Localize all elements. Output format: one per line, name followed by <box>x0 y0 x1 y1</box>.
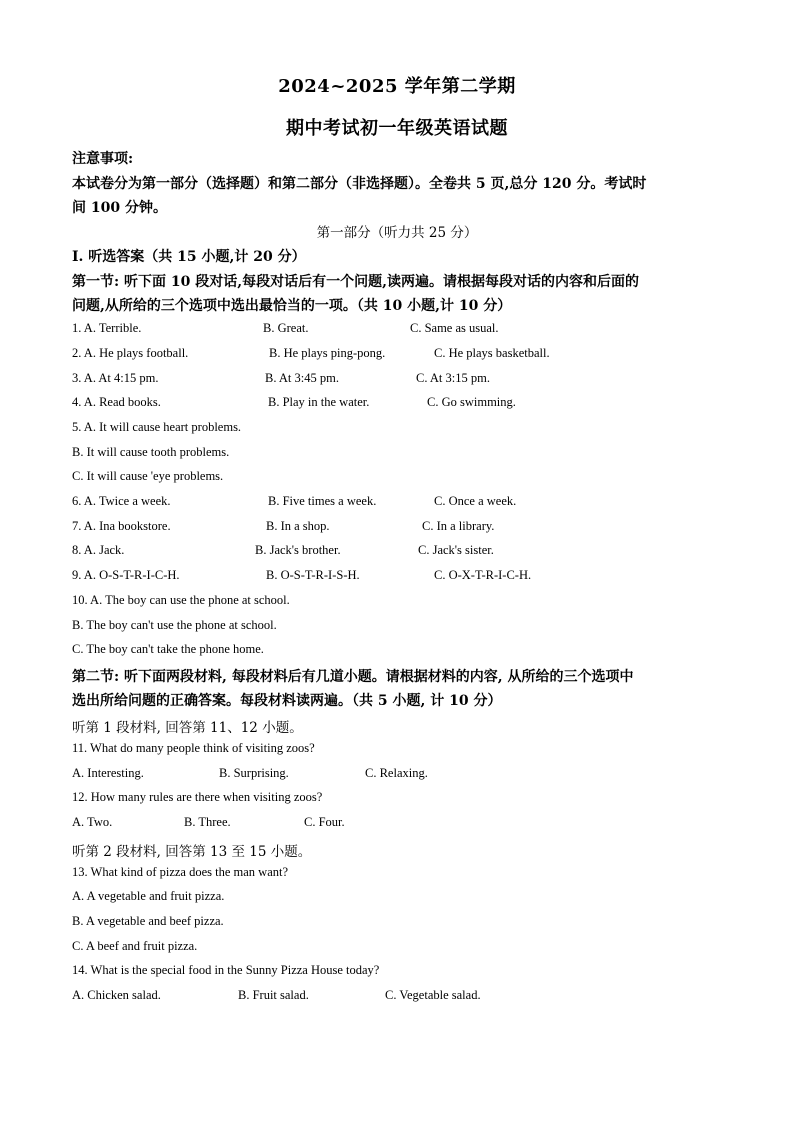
material-2-instruction: 听第 2 段材料, 回答第 13 至 15 小题。 <box>72 844 312 860</box>
section-title: I. 听选答案（共 15 小题,计 20 分） <box>72 249 306 265</box>
section2-instructions-line-1: 第二节: 听下面两段材料, 每段材料后有几道小题。请根据材料的内容, 从所给的三个选项中 <box>72 669 634 685</box>
section2-instructions-line-2: 选出所给问题的正确答案。每段材料读两遍。（共 5 小题, 计 10 分） <box>72 693 502 709</box>
q3-option-c: C. At 3:15 pm. <box>416 371 490 385</box>
q5-option-a: 5. A. It will cause heart problems. <box>72 420 242 434</box>
q11-option-a: A. Interesting. <box>72 766 144 780</box>
q1-option-b: B. Great. <box>263 321 309 335</box>
q13-option-c: C. A beef and fruit pizza. <box>72 939 198 953</box>
q8-option-a: 8. A. Jack. <box>72 543 125 557</box>
q1-option-a: 1. A. Terrible. <box>72 321 142 335</box>
section1-instructions-line-2: 问题,从所给的三个选项中选出最恰当的一项。（共 10 小题,计 10 分） <box>72 298 512 314</box>
q9-option-c: C. O-X-T-R-I-C-H. <box>434 568 532 582</box>
q2-option-b: B. He plays ping-pong. <box>269 346 386 360</box>
q1-option-c: C. Same as usual. <box>410 321 499 335</box>
q10-option-c: C. The boy can't take the phone home. <box>72 642 264 656</box>
q5-option-b: B. It will cause tooth problems. <box>72 445 230 459</box>
q12-option-b: B. Three. <box>184 815 231 829</box>
q2-option-c: C. He plays basketball. <box>434 346 550 360</box>
q7-option-a: 7. A. Ina bookstore. <box>72 519 171 533</box>
material-1-instruction: 听第 1 段材料, 回答第 11、12 小题。 <box>72 720 303 736</box>
q14-option-c: C. Vegetable salad. <box>385 988 481 1002</box>
q14-stem: 14. What is the special food in the Sunny Pizza House today? <box>72 963 380 977</box>
q11-stem: 11. What do many people think of visiting zoos? <box>72 741 315 755</box>
q9-option-a: 9. A. O-S-T-R-I-C-H. <box>72 568 180 582</box>
q4-option-a: 4. A. Read books. <box>72 395 161 409</box>
q12-option-a: A. Two. <box>72 815 113 829</box>
notice-line-1: 本试卷分为第一部分（选择题）和第二部分（非选择题）。全卷共 5 页,总分 120 分。考试时 <box>72 176 647 192</box>
q9-option-b: B. O-S-T-R-I-S-H. <box>266 568 360 582</box>
section1-instructions-line-1: 第一节: 听下面 10 段对话,每段对话后有一个问题,读两遍。请根据每段对话的内容和后面的 <box>72 274 640 290</box>
exam-title-year: 2024~2025 学年第二学期 <box>278 76 516 97</box>
q13-option-a: A. A vegetable and fruit pizza. <box>72 889 225 903</box>
q2-option-a: 2. A. He plays football. <box>72 346 189 360</box>
q7-option-b: B. In a shop. <box>266 519 330 533</box>
q6-option-a: 6. A. Twice a week. <box>72 494 171 508</box>
q4-option-b: B. Play in the water. <box>268 395 370 409</box>
q10-option-a: 10. A. The boy can use the phone at school. <box>72 593 290 607</box>
q12-stem: 12. How many rules are there when visiting zoos? <box>72 790 323 804</box>
q11-option-b: B. Surprising. <box>219 766 289 780</box>
part1-heading: 第一部分（听力共 25 分） <box>316 225 478 241</box>
q7-option-c: C. In a library. <box>422 519 495 533</box>
q5-option-c: C. It will cause 'eye problems. <box>72 469 224 483</box>
q14-option-a: A. Chicken salad. <box>72 988 161 1002</box>
q3-option-b: B. At 3:45 pm. <box>265 371 339 385</box>
q13-option-b: B. A vegetable and beef pizza. <box>72 914 224 928</box>
q8-option-b: B. Jack's brother. <box>255 543 341 557</box>
notice-heading: 注意事项: <box>72 151 134 167</box>
exam-title-subject: 期中考试初一年级英语试题 <box>286 118 508 139</box>
q3-option-a: 3. A. At 4:15 pm. <box>72 371 159 385</box>
q8-option-c: C. Jack's sister. <box>418 543 494 557</box>
q6-option-b: B. Five times a week. <box>268 494 377 508</box>
q13-stem: 13. What kind of pizza does the man want? <box>72 865 289 879</box>
q10-option-b: B. The boy can't use the phone at school. <box>72 618 277 632</box>
notice-line-2: 间 100 分钟。 <box>72 200 167 216</box>
q12-option-c: C. Four. <box>304 815 345 829</box>
q4-option-c: C. Go swimming. <box>427 395 516 409</box>
q6-option-c: C. Once a week. <box>434 494 517 508</box>
q14-option-b: B. Fruit salad. <box>238 988 309 1002</box>
q11-option-c: C. Relaxing. <box>365 766 428 780</box>
